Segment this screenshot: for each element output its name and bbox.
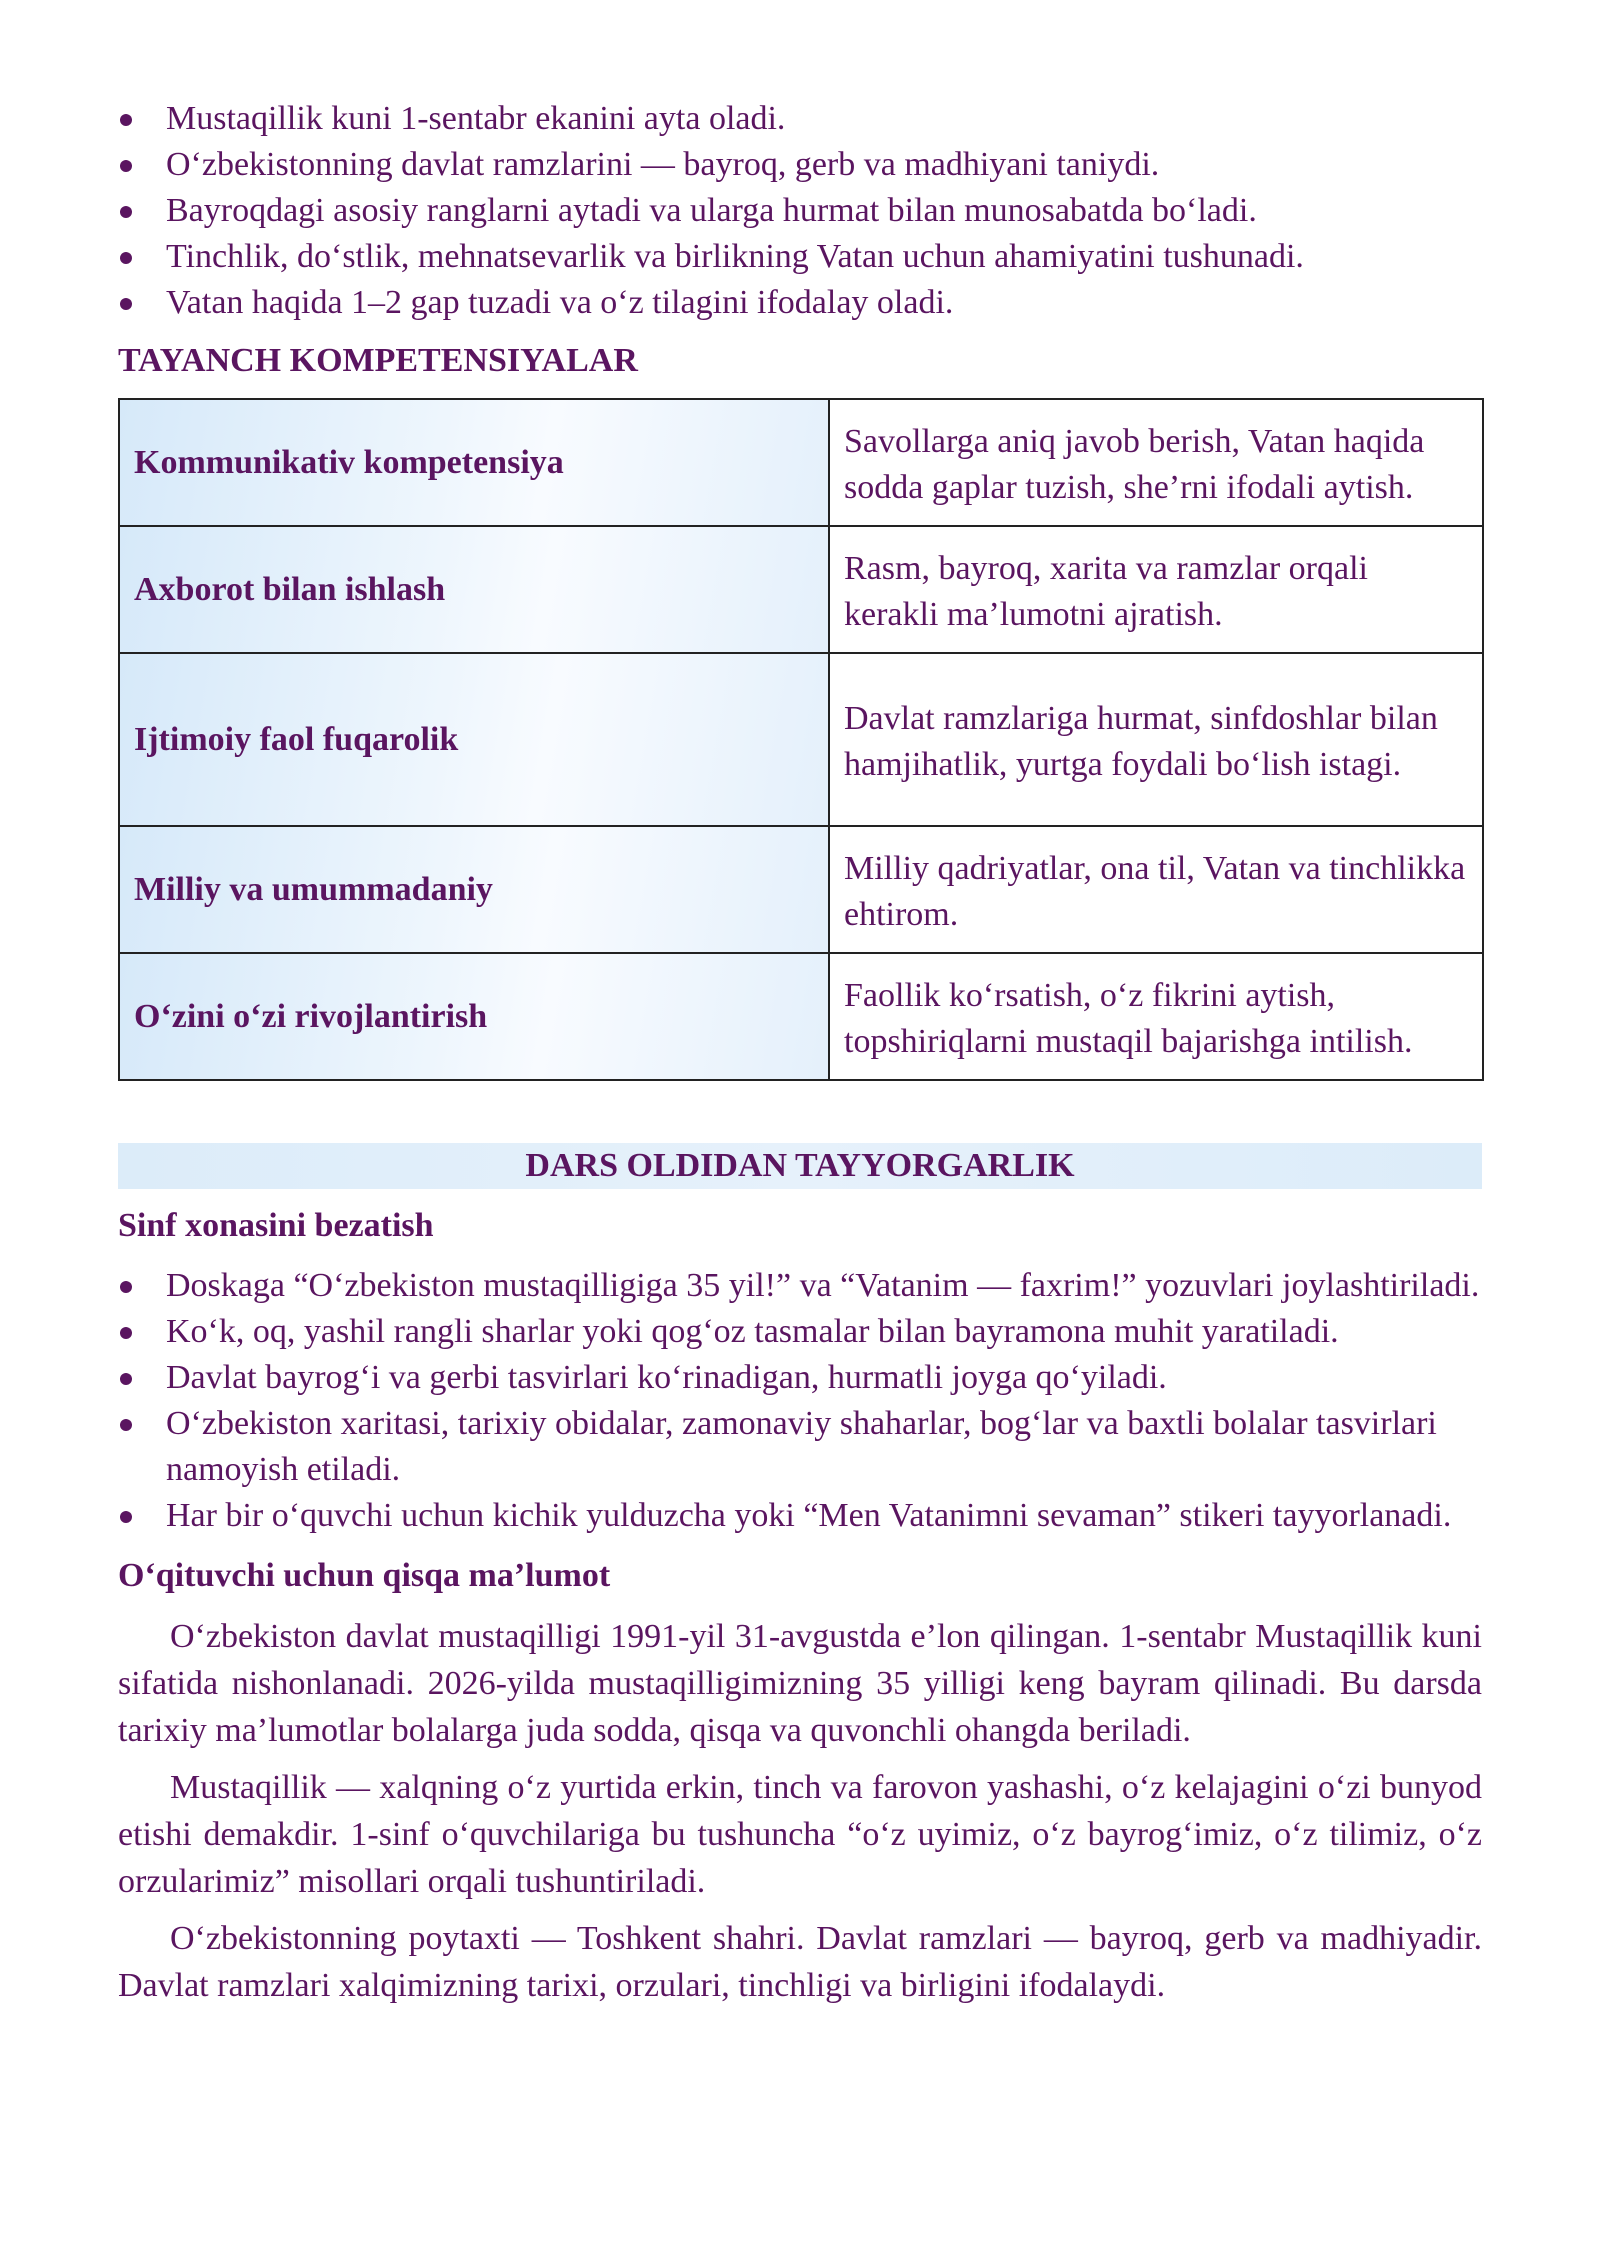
- teacher-info-heading: O‘qituvchi uchun qisqa ma’lumot: [118, 1557, 611, 1594]
- list-item: [118, 1401, 1482, 1493]
- list-item-text: Doskaga “O‘zbekiston mustaqilligiga 35 yil!” va “Vatanim — faxrim!” yozuvlari joylashtiriladi.: [166, 1267, 1480, 1304]
- list-item: [118, 234, 1482, 280]
- list-item: [118, 142, 1482, 188]
- paragraph: Mustaqillik — xalqning o‘z yurtida erkin, tinch va farovon yashashi, o‘z kelajagini o‘zi bunyod etishi demakdir. 1-sinf o‘quvchilariga bu tushuncha “o‘z uyimiz, o‘z bayrog‘imiz, o‘z tilimiz, o‘z orzularimiz” misollari orqali tushuntiriladi.: [118, 1769, 1482, 1900]
- competency-name: Kommunikativ kompetensiya: [119, 399, 829, 526]
- bullet-icon: [120, 1419, 132, 1431]
- preparation-banner: DARS OLDIDAN TAYYORGARLIK: [118, 1143, 1482, 1189]
- table-row: [119, 399, 1483, 526]
- list-item-text: Har bir o‘quvchi uchun kichik yulduzcha yoki “Men Vatanimni sevaman” stikeri tayyorlanadi.: [166, 1497, 1452, 1534]
- list-item: [118, 96, 1482, 142]
- competency-name: Milliy va umummadaniy: [119, 826, 829, 953]
- list-item: [118, 188, 1482, 234]
- competency-description: Rasm, bayroq, xarita va ramzlar orqali kerakli ma’lumotni ajratish.: [829, 526, 1483, 653]
- competencies-heading: TAYANCH KOMPETENSIYALAR: [118, 342, 638, 379]
- competencies-table: [118, 398, 1484, 1081]
- list-item: [118, 1309, 1482, 1355]
- list-item-text: Davlat bayrog‘i va gerbi tasvirlari ko‘rinadigan, hurmatli joyga qo‘yiladi.: [166, 1359, 1167, 1396]
- bullet-icon: [120, 114, 132, 126]
- list-item: [118, 1263, 1482, 1309]
- list-item-text: Bayroqdagi asosiy ranglarni aytadi va ularga hurmat bilan munosabatda bo‘ladi.: [166, 192, 1257, 229]
- bullet-icon: [120, 1511, 132, 1523]
- table-row: [119, 526, 1483, 653]
- competency-description: Milliy qadriyatlar, ona til, Vatan va tinchlikka ehtirom.: [829, 826, 1483, 953]
- paragraph: O‘zbekistonning poytaxti — Toshkent shahri. Davlat ramzlari — bayroq, gerb va madhiyadir. Davlat ramzlari xalqimizning tarixi, orzulari, tinchligi va birligini ifodalaydi.: [118, 1920, 1482, 2004]
- bullet-icon: [120, 1281, 132, 1293]
- bullet-icon: [120, 1373, 132, 1385]
- bullet-icon: [120, 1327, 132, 1339]
- decor-bullet-list: [118, 1263, 1482, 1539]
- list-item-text: Ko‘k, oq, yashil rangli sharlar yoki qog‘oz tasmalar bilan bayramona muhit yaratiladi.: [166, 1313, 1339, 1350]
- page-content: [118, 96, 1482, 2019]
- decor-heading: Sinf xonasini bezatish: [118, 1207, 434, 1244]
- competency-name: Ijtimoiy faol fuqarolik: [119, 653, 829, 826]
- list-item: [118, 1355, 1482, 1401]
- paragraph: O‘zbekiston davlat mustaqilligi 1991-yil 31-avgustda e’lon qilingan. 1-sentabr Mustaqillik kuni sifatida nishonlanadi. 2026-yilda mustaqilligimizning 35 yilligi keng bayram qilinadi. Bu darsda tarixiy ma’lumotlar bolalarga juda sodda, qisqa va quvonchli ohangda beriladi.: [118, 1618, 1482, 1749]
- list-item-text: Mustaqillik kuni 1-sentabr ekanini ayta oladi.: [166, 100, 786, 137]
- list-item-text: O‘zbekiston xaritasi, tarixiy obidalar, zamonaviy shaharlar, bog‘lar va baxtli bolalar tasvirlari namoyish etiladi.: [166, 1405, 1437, 1488]
- bullet-icon: [120, 160, 132, 172]
- intro-bullet-list: [118, 96, 1482, 326]
- bullet-icon: [120, 252, 132, 264]
- competency-name: O‘zini o‘zi rivojlantirish: [119, 953, 829, 1080]
- table-row: [119, 826, 1483, 953]
- list-item: [118, 280, 1482, 326]
- competency-description: Faollik ko‘rsatish, o‘z fikrini aytish, topshiriqlarni mustaqil bajarishga intilish.: [829, 953, 1483, 1080]
- competency-description: Davlat ramzlariga hurmat, sinfdoshlar bilan hamjihatlik, yurtga foydali bo‘lish istagi.: [829, 653, 1483, 826]
- table-row: [119, 953, 1483, 1080]
- list-item-text: Vatan haqida 1–2 gap tuzadi va o‘z tilagini ifodalay oladi.: [166, 284, 954, 321]
- competency-name: Axborot bilan ishlash: [119, 526, 829, 653]
- bullet-icon: [120, 206, 132, 218]
- list-item-text: Tinchlik, do‘stlik, mehnatsevarlik va birlikning Vatan uchun ahamiyatini tushunadi.: [166, 238, 1304, 275]
- bullet-icon: [120, 298, 132, 310]
- list-item-text: O‘zbekistonning davlat ramzlarini — bayroq, gerb va madhiyani taniydi.: [166, 146, 1160, 183]
- competency-description: Savollarga aniq javob berish, Vatan haqida sodda gaplar tuzish, she’rni ifodali aytish.: [829, 399, 1483, 526]
- table-row: [119, 653, 1483, 826]
- list-item: [118, 1493, 1482, 1539]
